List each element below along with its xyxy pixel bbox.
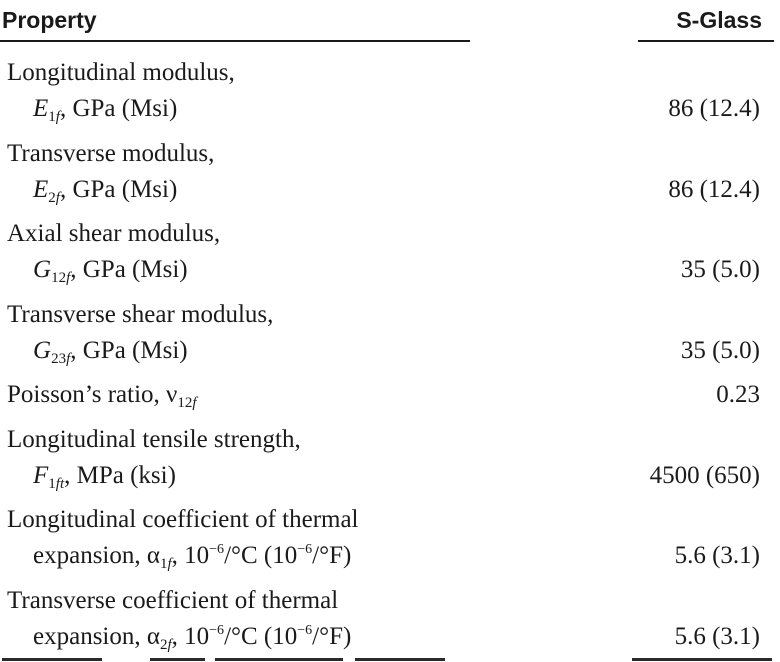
property-value: 5.6 (3.1) [674,542,760,569]
symbol-subscript: 1f [159,556,172,572]
property-unit: , MPa (ksi) [64,461,176,489]
bottom-rule-segment [355,658,445,661]
table-row-longitudinal-tensile-strength [0,422,780,494]
property-value: 86 (12.4) [668,175,760,203]
properties-table [0,55,780,655]
symbol: E [33,95,49,122]
header-rule-right [638,40,774,42]
property-name: Poisson’s ratio, [7,381,167,408]
symbol-subscript: 2f [159,636,172,653]
property-value: 4500 (650) [649,461,760,489]
property-symbol-line [0,91,780,127]
property-symbol-line [0,252,780,288]
table-row-longitudinal-modulus [0,55,780,127]
symbol-subscript: 23f [51,350,71,367]
symbol-subscript: 1ft [48,475,65,492]
nu-symbol: ν [166,381,178,408]
symbol-subscript: 1f [48,109,60,125]
symbol: E [33,175,49,203]
property-unit: , GPa (Msi) [59,95,178,122]
symbol-subscript: 12f [51,270,71,286]
property-name: Longitudinal tensile strength, [7,425,301,453]
property-symbol-line: expansion, $\alpha_{2f}$, $10^{-6}/^\circ C$ $(10^{-6}/^\circ F)$ [33,622,352,653]
property-symbol-line [0,172,780,208]
property-name: Longitudinal coefficient of thermal [7,506,359,533]
table-row-transverse-cte [0,583,780,655]
property-name: Longitudinal modulus, [7,59,235,86]
table-row-transverse-shear-modulus [0,297,780,369]
table-row-poissons-ratio [0,377,780,413]
property-unit: , GPa (Msi) [59,175,178,203]
alpha-symbol: α [146,622,160,650]
exponent: −6 [297,622,313,638]
property-unit: , GPa (Msi) [70,256,188,283]
symbol: G [33,256,52,283]
property-value: 86 (12.4) [668,95,760,122]
bottom-rule-segment [150,658,205,661]
header-rule-left [0,40,470,42]
property-value: 35 (5.0) [680,256,760,283]
symbol-subscript: 2f [48,189,60,206]
property-name: Axial shear modulus, [7,220,221,247]
exponent: −6 [209,622,225,638]
bottom-rule-segment [2,658,102,661]
alpha-symbol: α [146,542,160,569]
property-value: 35 (5.0) [680,336,760,364]
property-symbol-line: expansion, $\alpha_{1f}$, $10^{-6}/^\circ C$ $(10^{-6}/^\circ F)$ [33,542,352,572]
table-row-axial-shear-modulus [0,216,780,288]
table-header-s-glass: S-Glass [676,7,762,33]
bottom-rule-segment [632,658,772,661]
table-header-property: Property [2,7,97,33]
property-value: 0.23 [716,381,760,408]
symbol: F [33,461,49,489]
table-row-transverse-modulus [0,136,780,208]
property-unit: , GPa (Msi) [70,336,188,364]
symbol-subscript: 12f [177,395,197,411]
exponent: −6 [209,542,225,557]
property-name: Transverse shear modulus, [7,300,274,328]
table-row-longitudinal-cte [0,502,780,574]
symbol: G [33,336,52,364]
property-value: 5.6 (3.1) [674,622,760,650]
bottom-rule-segment [215,658,343,661]
property-name: Transverse coefficient of thermal [7,586,339,614]
property-symbol-line [0,333,780,369]
exponent: −6 [297,542,313,557]
property-name: Transverse modulus, [7,139,215,167]
property-symbol-line [0,377,780,413]
